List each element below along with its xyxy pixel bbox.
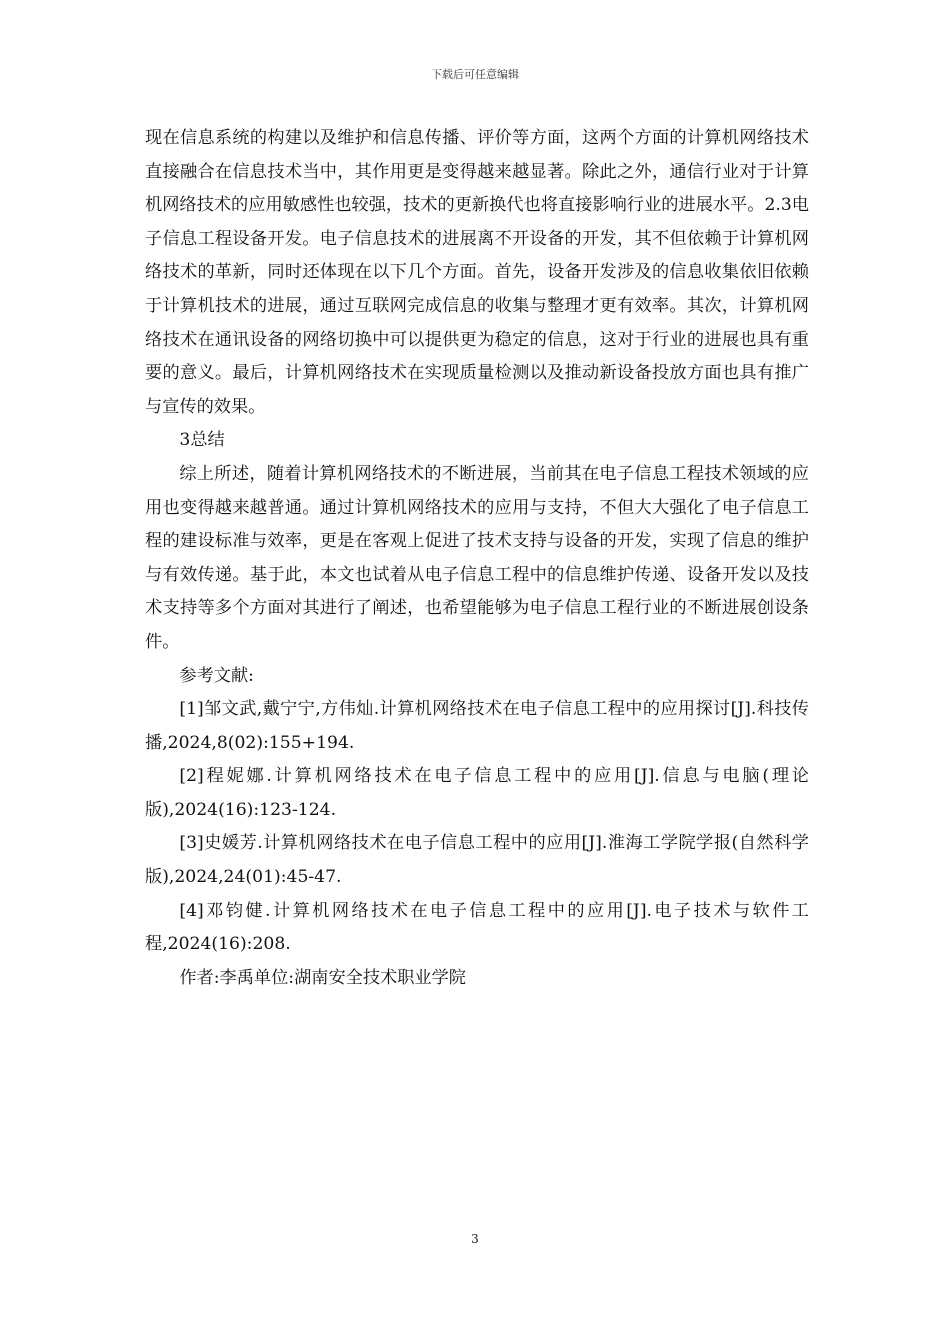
references-heading: 参考文献:	[179, 665, 254, 686]
page-header: 下载后可任意编辑	[431, 69, 519, 81]
reference-item-1: [1]邹文武,戴宁宁,方伟灿.计算机网络技术在电子信息工程中的应用探讨[J].科技传播,2024,8(02):155+194.	[145, 699, 809, 753]
section-heading-summary: 3总结	[179, 430, 225, 451]
reference-item-4: [4]邓钧健.计算机网络技术在电子信息工程中的应用[J].电子技术与软件工程,2024(16):208.	[145, 900, 809, 955]
paragraph-intro: 现在信息系统的构建以及维护和信息传播、评价等方面，这两个方面的计算机网络技术直接融合在信息技术当中，其作用更是变得越来越显著。除此之外，通信行业对于计算机网络技术的应用敏感性也较强，技术的更新换代也将直接影响行业的进展水平。2.3电子信息工程设备开发。电子信息技术的进展离不开设备的开发，其不但依赖于计算机网络技术的革新，同时还体现在以下几个方面。首先，设备开发涉及的信息收集依旧依赖于计算机技术的进展，通过互联网完成信息的收集与整理才更有效率。其次，计算机网络技术在通讯设备的网络切换中可以提供更为稳定的信息，这对于行业的进展也具有重要的意义。最后，计算机网络技术在实现质量检测以及推动新设备投放方面也具有推广与宣传的效果。	[145, 128, 809, 417]
paragraph-summary: 综上所述，随着计算机网络技术的不断进展，当前其在电子信息工程技术领域的应用也变得越来越普通。通过计算机网络技术的应用与支持，不但大大强化了电子信息工程的建设标准与效率，更是在客观上促进了技术支持与设备的开发，实现了信息的维护与有效传递。基于此，本文也试着从电子信息工程中的信息维护传递、设备开发以及技术支持等多个方面对其进行了阐述，也希望能够为电子信息工程行业的不断进展创设条件。	[145, 463, 809, 652]
document-body	[145, 122, 809, 995]
reference-item-2: [2]程妮娜.计算机网络技术在电子信息工程中的应用[J].信息与电脑(理论版),2024(16):123-124.	[145, 766, 809, 820]
page-number: 3	[471, 1232, 479, 1246]
reference-item-3: [3]史媛芳.计算机网络技术在电子信息工程中的应用[J].淮海工学院学报(自然科学版),2024,24(01):45-47.	[145, 833, 809, 888]
author-line: 作者:李禹单位:湖南安全技术职业学院	[179, 967, 466, 988]
